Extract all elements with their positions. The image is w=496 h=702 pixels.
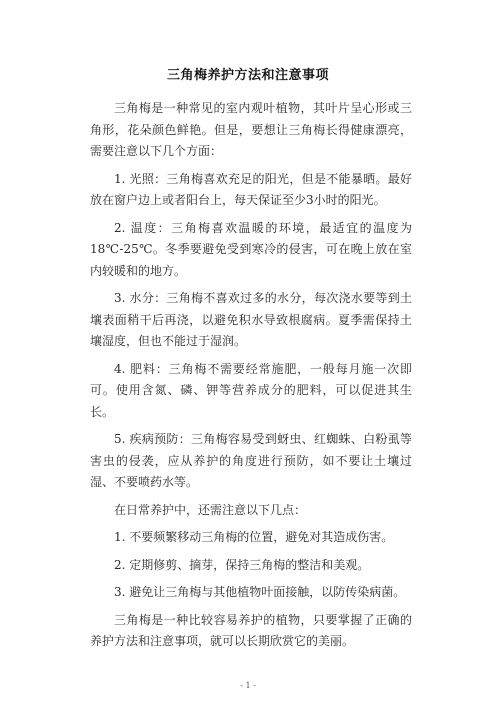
document-body	[90, 98, 412, 659]
light-paragraph: 1. 光照：三角梅喜欢充足的阳光，但是不能暴晒。最好放在窗户边上或者阳台上，每天保证至少3小时的阳光。	[90, 171, 412, 207]
daily-care-item-1: 1. 不要频繁移动三角梅的位置，避免对其造成伤害。	[114, 530, 394, 544]
document-title: 三角梅养护方法和注意事项	[166, 68, 329, 83]
water-paragraph: 3. 水分：三角梅不喜欢过多的水分，每次浇水要等到土壤表面稍干后再浇，以避免积水导致根腐病。夏季需保持土壤湿度，但也不能过于湿润。	[90, 291, 412, 348]
daily-care-item-3: 3. 避免让三角梅与其他植物叶面接触，以防传染病菌。	[114, 585, 406, 599]
daily-care-item-2: 2. 定期修剪、摘芽，保持三角梅的整洁和美观。	[114, 557, 370, 572]
temperature-paragraph: 2. 温度：三角梅喜欢温暖的环境，最适宜的温度为18℃-25℃。冬季要避免受到寒冷的侵害，可在晚上放在室内较暖和的地方。	[90, 220, 412, 278]
daily-care-heading: 在日常养护中，还需注意以下几点：	[114, 502, 307, 517]
intro-paragraph: 三角梅是一种常见的室内观叶植物，其叶片呈心形或三角形，花朵颜色鲜艳。但是，要想让三角梅长得健康漂亮，需要注意以下几个方面：	[90, 101, 412, 158]
conclusion-paragraph: 三角梅是一种比较容易养护的植物，只要掌握了正确的养护方法和注意事项，就可以长期欣赏它的美丽。	[90, 612, 412, 648]
page-number: - 1 -	[240, 681, 256, 690]
disease-prevention-paragraph: 5. 疾病预防：三角梅容易受到蚜虫、红蜘蛛、白粉虱等害虫的侵袭，应从养护的角度进行预防，如不要让土壤过湿、不要喷药水等。	[90, 432, 412, 489]
fertilizer-paragraph: 4. 肥料：三角梅不需要经常施肥，一般每月施一次即可。使用含氮、磷、钾等营养成分的肥料，可以促进其生长。	[90, 361, 412, 419]
